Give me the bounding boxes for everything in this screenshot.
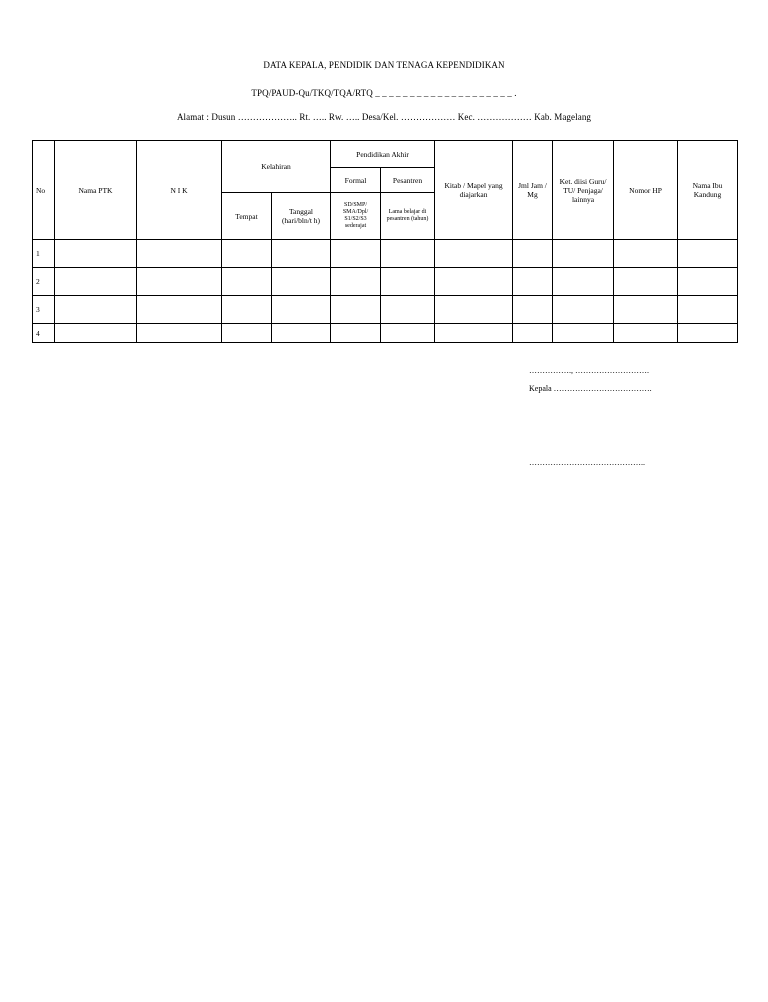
row-number: 3 [33,296,55,324]
header-formal: Formal [331,168,381,193]
table-cell[interactable] [55,240,137,268]
table-cell[interactable] [381,324,435,343]
table-cell[interactable] [553,268,614,296]
table-cell[interactable] [272,324,331,343]
header-no: No [33,141,55,240]
header-pendidikan-akhir: Pendidikan Akhir [331,141,435,168]
table-cell[interactable] [137,324,222,343]
table-row [33,296,738,324]
row-number: 4 [33,324,55,343]
table-cell[interactable] [513,240,553,268]
table-row [33,324,738,343]
header-pesantren: Pesantren [381,168,435,193]
row-number: 1 [33,240,55,268]
table-cell[interactable] [678,268,738,296]
table-cell[interactable] [55,296,137,324]
table-cell[interactable] [553,296,614,324]
table-cell[interactable] [331,324,381,343]
document-title: DATA KEPALA, PENDIDIK DAN TENAGA KEPENDIDIKAN [263,60,505,70]
header-keterangan: Ket. diisi Guru/ TU/ Penjaga/ lainnya [553,141,614,240]
signature-place-date: ……………., ………………………. [529,366,649,375]
address-line: Alamat : Dusun ……………….. Rt. ….. Rw. ….. Desa/Kel. ……………… Kec. ……………… Kab. Magelang [176,112,592,122]
table-cell[interactable] [614,324,678,343]
table-cell[interactable] [222,268,272,296]
table-cell[interactable] [381,296,435,324]
header-jml-jam: Jml Jam / Mg [513,141,553,240]
table-cell[interactable] [55,324,137,343]
table-row [33,240,738,268]
table-cell[interactable] [55,268,137,296]
table-cell[interactable] [222,296,272,324]
table-cell[interactable] [513,268,553,296]
header-kitab-mapel: Kitab / Mapel yang diajarkan [435,141,513,240]
table-cell[interactable] [513,324,553,343]
header-tempat: Tempat [222,193,272,240]
table-cell[interactable] [435,268,513,296]
table-cell[interactable] [614,296,678,324]
header-tanggal: Tanggal (hari/bln/t h) [272,193,331,240]
header-nomor-hp: Nomor HP [614,141,678,240]
signature-name-line: …………………………………….. [529,458,645,467]
table-cell[interactable] [272,240,331,268]
signature-kepala: Kepala ………………………………. [529,384,652,393]
header-nama-ibu: Nama Ibu Kandung [678,141,738,240]
table-cell[interactable] [272,296,331,324]
table-cell[interactable] [678,324,738,343]
table-cell[interactable] [435,240,513,268]
table-cell[interactable] [381,240,435,268]
table-cell[interactable] [222,240,272,268]
table-cell[interactable] [331,296,381,324]
header-kelahiran: Kelahiran [222,141,331,193]
table-cell[interactable] [614,268,678,296]
header-pesantren-detail: Lama belajar di pesantren (tahun) [381,193,435,240]
table-cell[interactable] [272,268,331,296]
table-cell[interactable] [435,324,513,343]
table-cell[interactable] [137,268,222,296]
table-cell[interactable] [678,296,738,324]
table-cell[interactable] [553,324,614,343]
header-nama-ptk: Nama PTK [55,141,137,240]
table-cell[interactable] [678,240,738,268]
table-row [33,268,738,296]
row-number: 2 [33,268,55,296]
table-cell[interactable] [331,268,381,296]
table-cell[interactable] [513,296,553,324]
table-cell[interactable] [222,324,272,343]
header-nik: N I K [137,141,222,240]
header-formal-detail: SD/SMP/ SMA/Dpl/ S1/S2/S3 sederajat [331,193,381,240]
table-cell[interactable] [137,240,222,268]
table-cell[interactable] [614,240,678,268]
ptk-data-table [32,140,738,343]
table-cell[interactable] [553,240,614,268]
table-cell[interactable] [381,268,435,296]
table-cell[interactable] [331,240,381,268]
table-cell[interactable] [137,296,222,324]
institution-line: TPQ/PAUD-Qu/TKQ/TQA/RTQ _ _ _ _ _ _ _ _ _ _ _ _ _ _ _ _ _ _ _ _ . [251,88,517,98]
table-cell[interactable] [435,296,513,324]
